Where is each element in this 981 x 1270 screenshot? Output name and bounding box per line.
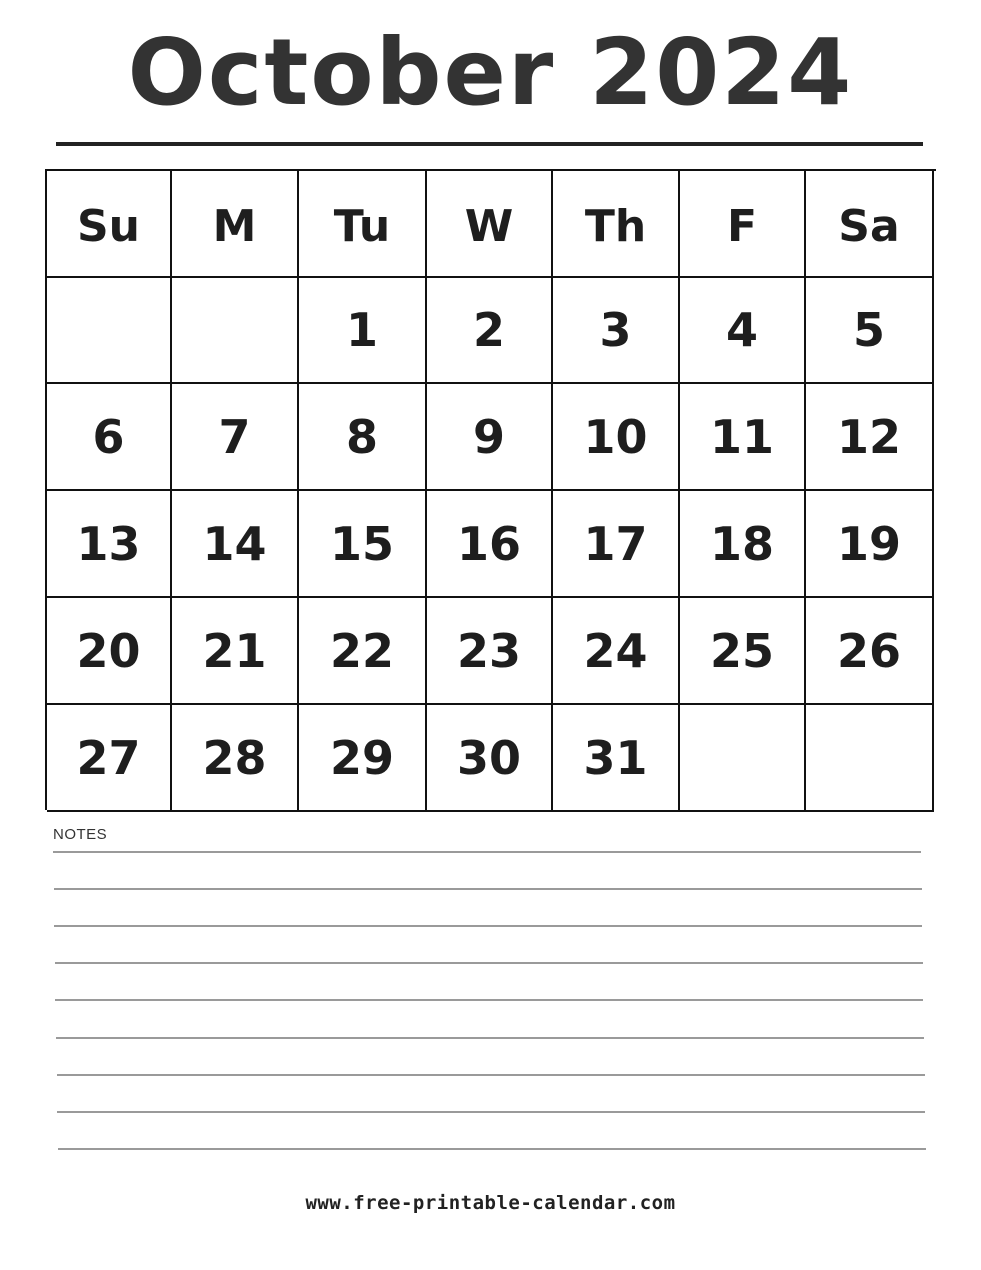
day-cell: 26 [806,598,934,705]
day-cell: 2 [427,278,553,384]
day-cell: 16 [427,491,553,598]
day-cell: 6 [47,384,172,491]
note-line [55,962,923,964]
weekday-wednesday: W [427,171,553,278]
weekday-sunday: Su [47,171,172,278]
day-cell: 21 [172,598,299,705]
calendar-title: October 2024 [127,19,854,126]
calendar-grid [45,169,936,810]
day-cell: 20 [47,598,172,705]
day-cell: 30 [427,705,553,812]
title-underline [56,142,923,146]
weekday-saturday: Sa [806,171,934,278]
note-line [57,1111,925,1113]
note-line [54,925,922,927]
day-cell [806,705,934,812]
weekday-friday: F [680,171,806,278]
day-cell: 19 [806,491,934,598]
day-cell: 18 [680,491,806,598]
note-line [56,1037,924,1039]
day-cell [47,278,172,384]
weekday-tuesday: Tu [299,171,427,278]
note-line [55,999,923,1001]
day-cell: 3 [553,278,680,384]
footer-website: www.free-printable-calendar.com [305,1192,676,1214]
day-cell: 22 [299,598,427,705]
note-line [53,851,921,853]
weekday-monday: M [172,171,299,278]
day-cell: 7 [172,384,299,491]
day-cell: 8 [299,384,427,491]
day-cell: 1 [299,278,427,384]
day-cell: 29 [299,705,427,812]
day-cell: 31 [553,705,680,812]
day-cell: 5 [806,278,934,384]
note-line [58,1148,926,1150]
day-cell: 15 [299,491,427,598]
note-line [54,888,922,890]
day-cell: 10 [553,384,680,491]
day-cell: 17 [553,491,680,598]
notes-label: NOTES [53,826,108,843]
day-cell [680,705,806,812]
day-cell: 27 [47,705,172,812]
day-cell [172,278,299,384]
day-cell: 4 [680,278,806,384]
day-cell: 14 [172,491,299,598]
note-line [57,1074,925,1076]
day-cell: 9 [427,384,553,491]
day-cell: 11 [680,384,806,491]
day-cell: 25 [680,598,806,705]
day-cell: 24 [553,598,680,705]
day-cell: 28 [172,705,299,812]
day-cell: 12 [806,384,934,491]
weekday-thursday: Th [553,171,680,278]
day-cell: 13 [47,491,172,598]
day-cell: 23 [427,598,553,705]
